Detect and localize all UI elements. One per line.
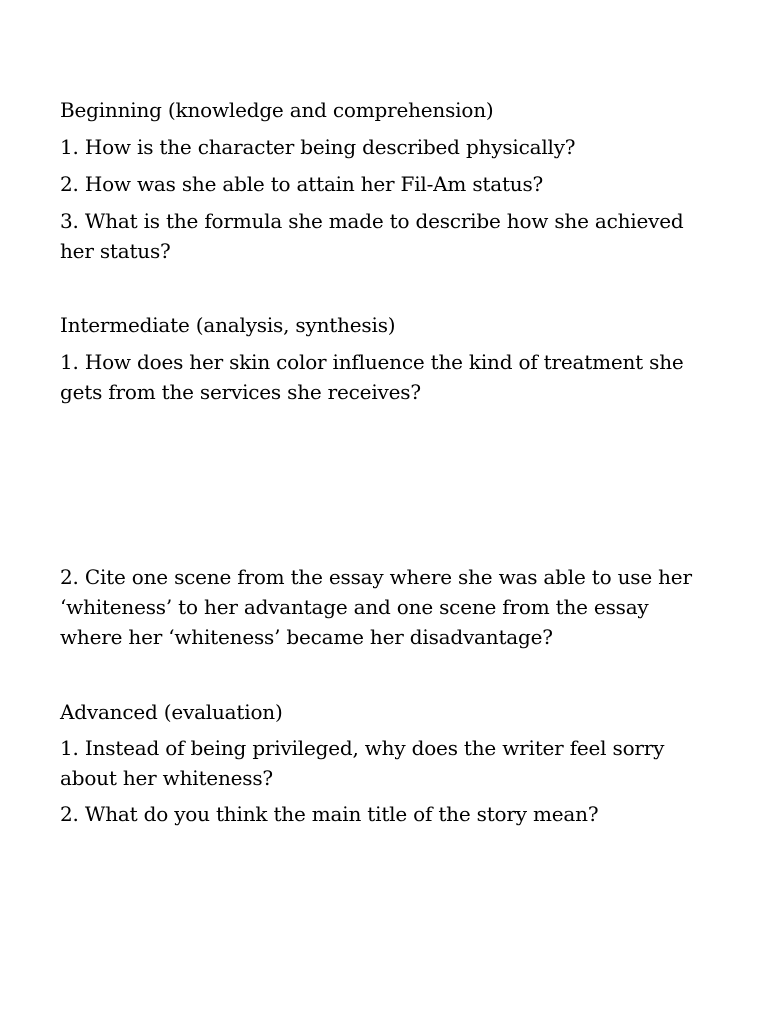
question-item: 2. How was she able to attain her Fil-Am status? [60, 172, 544, 196]
question-item: 1. How does her skin color influence the kind of treatment she gets from the services she receives? [60, 350, 684, 404]
section-heading-intermediate: Intermediate (analysis, synthesis) [60, 313, 396, 337]
section-heading-beginning: Beginning (knowledge and comprehension) [60, 98, 494, 122]
question-item: 1. Instead of being privileged, why does the writer feel sorry about her whiteness? [60, 736, 665, 790]
question-item: 3. What is the formula she made to describe how she achieved her status? [60, 209, 684, 263]
question-item: 2. What do you think the main title of the story mean? [60, 802, 599, 826]
question-item: 1. How is the character being described physically? [60, 135, 576, 159]
question-item: 2. Cite one scene from the essay where she was able to use her ‘whiteness’ to her advantage and one scene from the essay where her ‘whiteness’ became her disadvantage? [60, 565, 692, 649]
section-heading-advanced: Advanced (evaluation) [60, 700, 283, 724]
